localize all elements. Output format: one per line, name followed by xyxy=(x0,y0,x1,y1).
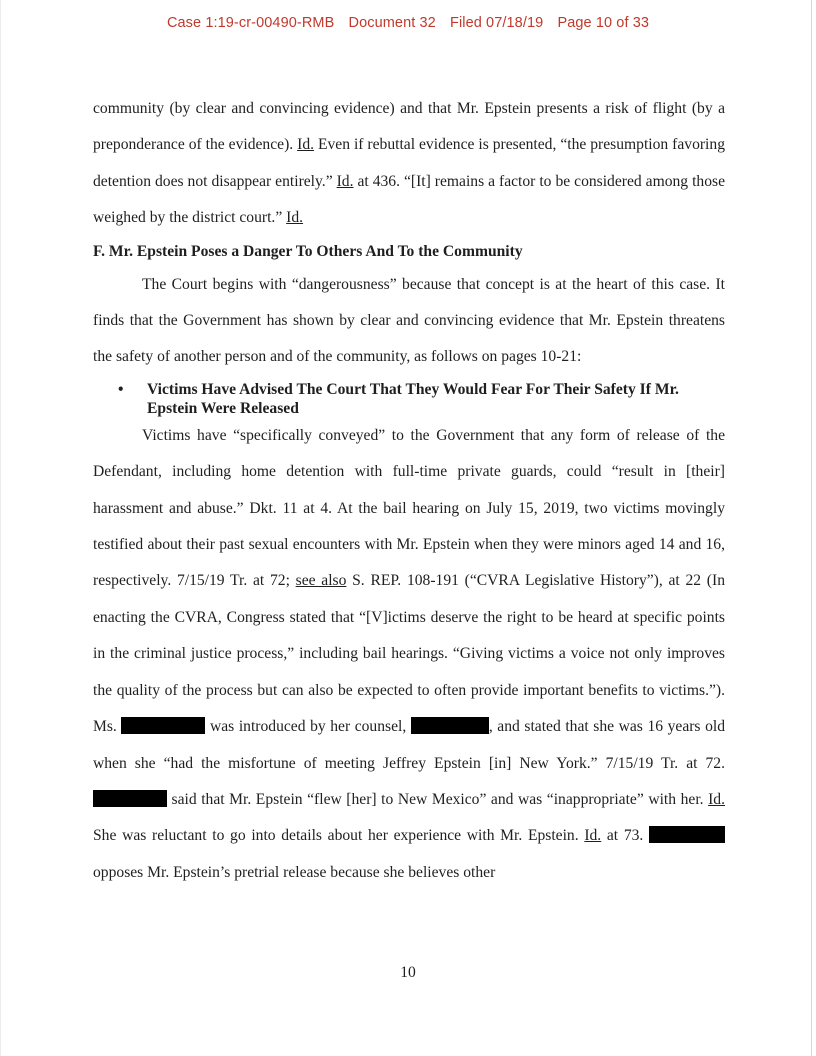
case-number: Case 1:19-cr-00490-RMB xyxy=(166,15,335,31)
citation-id: Id. xyxy=(286,209,304,227)
text-run: Even if rebuttal evidence is presented, “the presumption favoring detention does not disappear entirely.” xyxy=(93,136,725,190)
citation-id: Id. xyxy=(336,172,354,190)
page-number: 10 xyxy=(400,964,416,981)
bullet-heading xyxy=(93,380,725,418)
page-edge-right xyxy=(811,0,812,1056)
filed-date: Filed 07/18/19 xyxy=(449,15,544,31)
text-run: at 436. “[It] remains a factor to be considered among those weighed by the district court.” xyxy=(93,172,725,227)
section-heading: F. Mr. Epstein Poses a Danger To Others And To the Community xyxy=(93,242,523,260)
paragraph-presumption xyxy=(93,91,725,237)
redaction-box xyxy=(121,717,205,734)
citation-signal: see also xyxy=(295,572,347,590)
citation-id: Id. xyxy=(708,790,725,808)
text-run: opposes Mr. Epstein’s pretrial release because she believes other xyxy=(93,863,496,881)
paragraph-dangerousness: The Court begins with “dangerousness” because that concept is at the heart of this case. It finds that the Government has shown by clear and convincing evidence that Mr. Epstein threatens the safety of another person and of the community, as follows on pages 10-21: xyxy=(93,275,725,366)
text-run: at 73. xyxy=(601,827,644,845)
redaction-box xyxy=(411,717,489,734)
text-run: , and stated that she was 16 years old when she “had the misfortune of meeting Jeffrey Epstein [in] New York.” 7/15/19 Tr. at 72. xyxy=(93,718,725,772)
bullet-icon: • xyxy=(118,380,124,398)
redaction-box xyxy=(93,790,167,807)
text-run: S. REP. 108-191 (“CVRA Legislative History”), at 22 (In enacting the CVRA, Congress stated that “[V]ictims deserve the right to be heard at specific points in the criminal justice process,” including bail hearings. “Giving victims a voice not only improves the quality of the process but can also be expected to often provide important benefits to victims.”). Ms. xyxy=(93,572,725,736)
text-run: community (by clear and convincing evidence) and that Mr. Epstein presents a risk of flight (by a preponderance of the evidence). xyxy=(93,100,725,154)
text-run: She was reluctant to go into details about her experience with Mr. Epstein. xyxy=(93,827,585,845)
text-run: said that Mr. Epstein “flew [her] to New Mexico” and was “inappropriate” with her. xyxy=(167,790,709,808)
redaction-box xyxy=(649,826,725,843)
paragraph-victims xyxy=(93,418,725,891)
document-number: Document 32 xyxy=(348,15,436,31)
text-run: Victims have “specifically conveyed” to the Government that any form of release of the Defendant, including home detention with full-time private guards, could “result in [their] harassment and abuse.” Dkt. 11 at 4. At the bail hearing on July 15, 2019, two victims movingly testified about their past sexual encounters with Mr. Epstein when they were minors aged 14 and 16, respectively. 7/15/19 Tr. at 72; xyxy=(93,426,725,590)
text-run: was introduced by her counsel, xyxy=(210,718,407,736)
page-edge-left xyxy=(0,0,1,1056)
document-body xyxy=(93,91,725,891)
page-count: Page 10 of 33 xyxy=(557,15,650,31)
citation-id: Id. xyxy=(584,827,602,845)
bullet-heading-text: Victims Have Advised The Court That They Would Fear For Their Safety If Mr. Epstein Were Released xyxy=(147,380,679,417)
citation-id: Id. xyxy=(297,136,315,154)
ecf-header xyxy=(0,15,816,31)
